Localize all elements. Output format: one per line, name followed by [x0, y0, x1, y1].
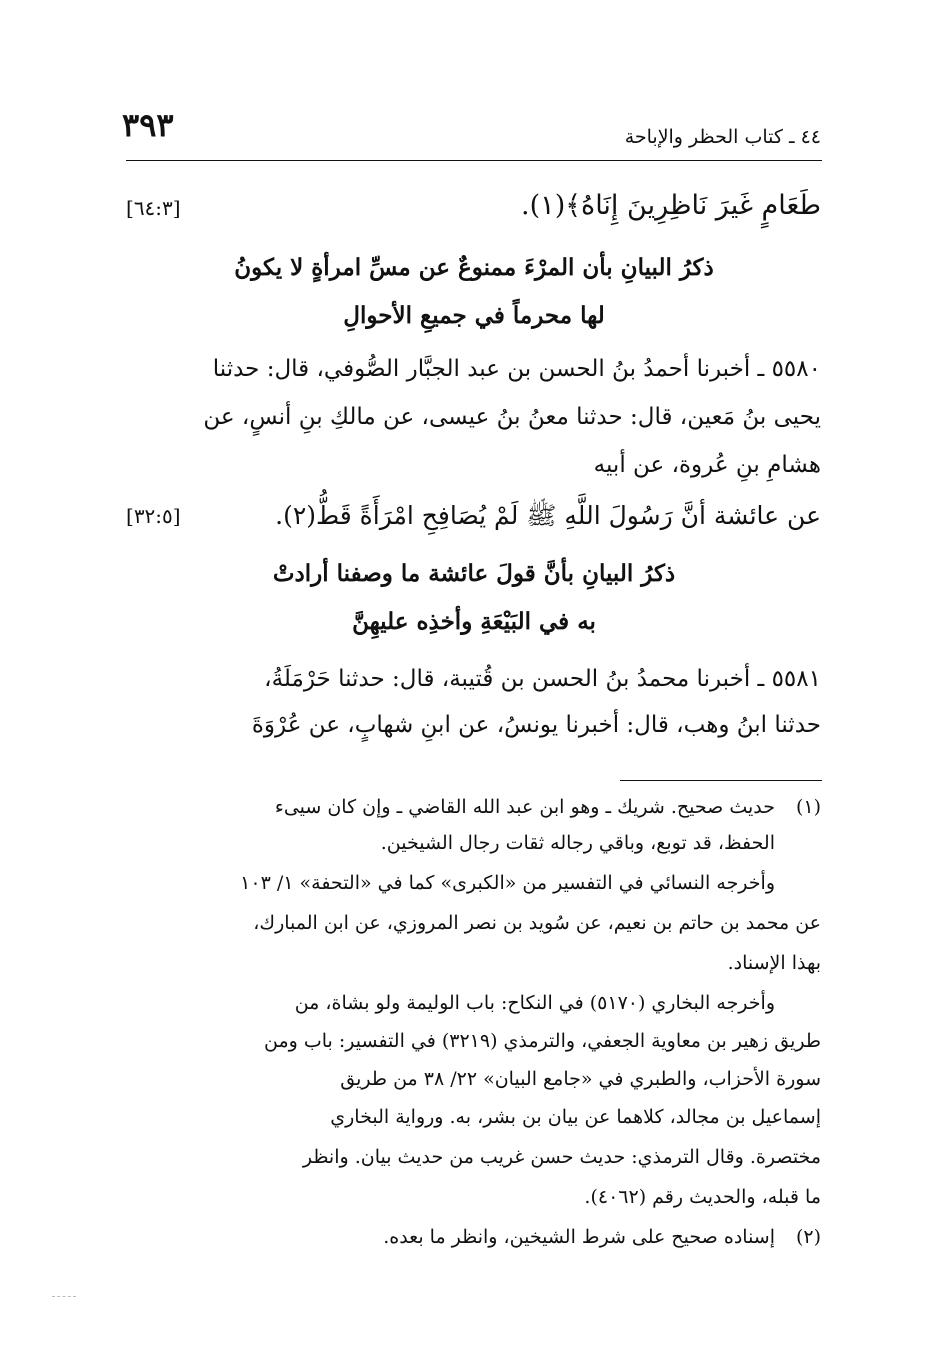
verse-reference: [٦٤:٣] — [126, 196, 181, 220]
hadith-5580-text: عن عائشة أنَّ رَسُولَ اللَّهِ ﷺ لَمْ يُصَافِحِ امْرَأَةً قَطُّ(٢). — [275, 501, 821, 530]
hadith-5580-isnad-line-1: ٥٥٨٠ ـ أخبرنا أحمدُ بنُ الحسن بن عبد الجبَّار الصُّوفي، قال: حدثنا — [212, 356, 821, 382]
footnote-2-line-1: إسناده صحيح على شرط الشيخين، وانظر ما بعده. — [383, 1226, 775, 1248]
hadith-5581-line-1: ٥٥٨١ ـ أخبرنا محمدُ بنُ الحسن بن قُتيبة، قال: حدثنا حَرْمَلَةُ، — [264, 666, 821, 692]
footnote-1-line-8: سورة الأحزاب، والطبري في «جامع البيان» ٢٢/ ٣٨ من طريق — [340, 1068, 821, 1090]
page-number: ٣٩٣ — [122, 106, 174, 144]
footnote-1-line-10: مختصرة. وقال الترمذي: حديث حسن غريب من حديث بيان. وانظر — [302, 1146, 821, 1168]
chapter-title: ٤٤ ـ كتاب الحظر والإباحة — [624, 126, 821, 148]
footnote-1-line-3: وأخرجه النسائي في التفسير من «الكبرى» كما في «التحفة» ١/ ١٠٣ — [240, 872, 775, 894]
section-heading-line-1: ذكرُ البيانِ بأن المرْءَ ممنوعٌ عن مسِّ امرأةٍ لا يكونُ — [234, 254, 714, 281]
footnote-2-number: (٢) — [795, 1226, 821, 1248]
quran-verse: طَعَامٍ غَيرَ نَاظِرِينَ إِنَاهُ﴾(١). — [521, 190, 821, 221]
footnote-1-line-7: طريق زهير بن معاوية الجعفي، والترمذي (٣٢١٩) في التفسير: باب ومن — [264, 1030, 821, 1052]
hadith-5580-isnad-line-2: يحيى بنُ مَعين، قال: حدثنا معنُ بنُ عيسى، عن مالكِ بنِ أنسٍ، عن — [203, 404, 821, 430]
scan-edge-mark — [52, 1296, 76, 1297]
footnote-1-line-11: ما قبله، والحديث رقم (٤٠٦٢). — [584, 1186, 821, 1208]
section-2-heading-line-2: به في البَيْعَةِ وأخذِه عليهِنَّ — [352, 608, 596, 635]
footnote-1-line-9: إسماعيل بن مجالد، كلاهما عن بيان بن بشر، به. ورواية البخاري — [330, 1106, 821, 1128]
section-2-heading-line-1: ذكرُ البيانِ بأنَّ قولَ عائشة ما وصفنا أرادتْ — [272, 560, 676, 587]
footnote-1-line-1: حديث صحيح. شريك ـ وهو ابن عبد الله القاضي ـ وإن كان سيىء — [274, 796, 775, 818]
footnote-1-number: (١) — [795, 796, 821, 818]
footnote-1-line-6: وأخرجه البخاري (٥١٧٠) في النكاح: باب الوليمة ولو بشاة، من — [294, 992, 775, 1014]
footnote-1-line-2: الحفظ، قد توبع، وباقي رجاله ثقات رجال الشيخين. — [380, 832, 775, 854]
footnote-1-line-4: عن محمد بن حاتم بن نعيم، عن سُويد بن نصر المروزي، عن ابن المبارك، — [253, 912, 821, 934]
hadith-5580-isnad-line-3: هشامِ بنِ عُروة، عن أبيه — [593, 452, 821, 478]
footnote-1-line-5: بهذا الإسناد. — [727, 952, 821, 974]
header-divider — [126, 160, 822, 161]
hadith-5581-line-2: حدثنا ابنُ وهب، قال: أخبرنا يونسُ، عن ابنِ شهابٍ، عن عُرْوَةَ — [251, 712, 821, 738]
footnote-divider — [620, 780, 822, 781]
section-heading-line-2: لها محرماً في جميعِ الأحوالِ — [343, 302, 605, 329]
hadith-5580-reference: [٣٢:٥] — [126, 504, 181, 528]
